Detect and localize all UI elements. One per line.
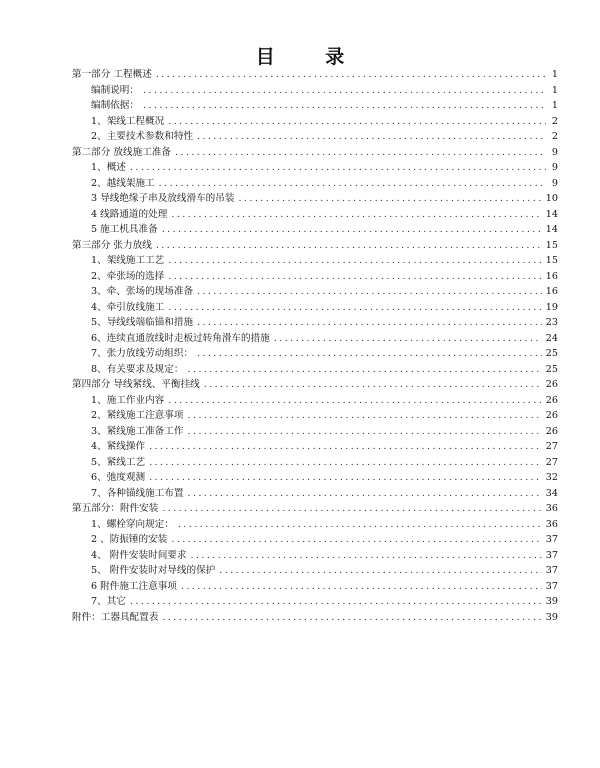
toc-page-number: 26 bbox=[545, 379, 558, 390]
dot-leader bbox=[162, 501, 541, 517]
toc-entry-label: 7、其它 bbox=[91, 596, 126, 607]
toc-subsection-entry[interactable] bbox=[72, 83, 558, 99]
toc-page-number: 25 bbox=[545, 348, 558, 359]
toc-page-number: 26 bbox=[545, 425, 558, 437]
dot-leader bbox=[197, 346, 542, 362]
toc-entry-label: 第二部分 放线施工准备 bbox=[72, 146, 171, 158]
toc-page-number: 27 bbox=[545, 456, 558, 468]
toc-subsection-entry[interactable] bbox=[72, 315, 558, 331]
toc-section-entry[interactable] bbox=[72, 501, 558, 517]
toc-subsection-entry[interactable] bbox=[72, 424, 558, 440]
toc-subsection-entry[interactable] bbox=[72, 517, 558, 533]
dot-leader bbox=[187, 424, 541, 440]
toc-page-number: 16 bbox=[545, 270, 558, 282]
toc-page-number: 14 bbox=[545, 208, 558, 220]
toc-page-number: 9 bbox=[551, 177, 558, 189]
toc-entry-label: 第一部分 工程概述 bbox=[72, 69, 152, 80]
toc-page-number: 36 bbox=[545, 503, 558, 514]
toc-entry-label: 6 附件施工注意事项 bbox=[91, 580, 177, 592]
toc-entry-label: 7、张力放线劳动组织： bbox=[91, 348, 194, 359]
toc-entry-label: 4、紧线操作 bbox=[91, 441, 146, 452]
dot-leader bbox=[168, 300, 542, 316]
toc-page-number: 9 bbox=[551, 162, 558, 173]
dot-leader bbox=[191, 548, 542, 564]
toc-subsection-entry[interactable] bbox=[72, 594, 558, 610]
dot-leader bbox=[187, 408, 541, 424]
toc-page-number: 16 bbox=[545, 286, 558, 297]
dot-leader bbox=[143, 98, 546, 114]
toc-entry-label: 编制说明： bbox=[91, 84, 139, 96]
toc-subsection-entry[interactable] bbox=[72, 300, 558, 316]
toc-entry-label: 5 施工机具准备 bbox=[91, 224, 158, 235]
toc-subsection-entry[interactable] bbox=[72, 408, 558, 424]
toc-subsection-entry[interactable] bbox=[72, 114, 558, 130]
toc-entry-label: 1、螺栓穿向规定： bbox=[91, 518, 174, 530]
toc-subsection-entry[interactable] bbox=[72, 486, 558, 502]
dot-leader bbox=[274, 331, 542, 347]
toc-section-entry[interactable] bbox=[72, 610, 558, 626]
toc-page-number: 39 bbox=[545, 596, 558, 607]
toc-page-number: 1 bbox=[551, 69, 558, 80]
toc-page-number: 23 bbox=[545, 317, 558, 328]
toc-page-number: 26 bbox=[545, 394, 558, 406]
toc-page-number: 25 bbox=[545, 363, 558, 375]
toc-subsection-entry[interactable] bbox=[72, 253, 558, 269]
dot-leader bbox=[159, 176, 546, 192]
toc-subsection-entry[interactable] bbox=[72, 129, 558, 145]
dot-leader bbox=[187, 362, 541, 378]
dot-leader bbox=[175, 145, 546, 161]
toc-subsection-entry[interactable] bbox=[72, 191, 558, 207]
toc-page-number: 36 bbox=[545, 518, 558, 530]
toc-page-number: 2 bbox=[551, 115, 558, 127]
toc-entry-label: 3、紧线施工准备工作 bbox=[91, 425, 184, 437]
toc-entry-label: 第四部分 导线紧线、平衡挂线 bbox=[72, 379, 200, 390]
dot-leader bbox=[130, 160, 546, 176]
toc-entry-label: 附件：工器具配置表 bbox=[72, 611, 159, 623]
toc-subsection-entry[interactable] bbox=[72, 346, 558, 362]
toc-page-number: 37 bbox=[545, 580, 558, 592]
dot-leader bbox=[171, 207, 541, 223]
toc-entry-label: 1、施工作业内容 bbox=[91, 394, 165, 406]
toc-entry-label: 2、牵张场的选择 bbox=[91, 270, 165, 282]
toc-subsection-entry[interactable] bbox=[72, 222, 558, 238]
toc-subsection-entry[interactable] bbox=[72, 532, 558, 548]
toc-page-number: 15 bbox=[545, 255, 558, 266]
toc-page-number: 24 bbox=[545, 332, 558, 344]
toc-entry-label: 第三部分 张力放线 bbox=[72, 239, 152, 251]
dot-leader bbox=[238, 191, 541, 207]
dot-leader bbox=[181, 579, 542, 595]
toc-section-entry[interactable] bbox=[72, 145, 558, 161]
toc-entry-label: 1、架线施工工艺 bbox=[91, 255, 165, 266]
toc-entry-label: 8、有关要求及规定： bbox=[91, 363, 184, 375]
dot-leader bbox=[178, 517, 542, 533]
dot-leader bbox=[143, 83, 546, 99]
toc-subsection-entry[interactable] bbox=[72, 455, 558, 471]
toc-entry-label: 5、 附件安装时对导线的保护 bbox=[91, 565, 216, 576]
dot-leader bbox=[156, 238, 542, 254]
toc-entry-label: 3、牵、张场的现场准备 bbox=[91, 286, 194, 297]
dot-leader bbox=[219, 563, 542, 579]
toc-entry-label: 1、概述 bbox=[91, 162, 126, 173]
dot-leader bbox=[197, 315, 542, 331]
toc-subsection-entry[interactable] bbox=[72, 331, 558, 347]
dot-leader bbox=[156, 67, 546, 83]
toc-page-number: 37 bbox=[545, 565, 558, 576]
toc-page-number: 15 bbox=[545, 239, 558, 251]
toc-page-number: 1 bbox=[551, 84, 558, 96]
toc-section-entry[interactable] bbox=[72, 238, 558, 254]
toc-subsection-entry[interactable] bbox=[72, 176, 558, 192]
toc-entry-label: 4 线路通道的处理 bbox=[91, 208, 168, 220]
toc-subsection-entry[interactable] bbox=[72, 548, 558, 564]
toc-subsection-entry[interactable] bbox=[72, 362, 558, 378]
toc-entry-label: 6、弛度观测 bbox=[91, 472, 146, 483]
dot-leader bbox=[197, 284, 542, 300]
dot-leader bbox=[197, 129, 546, 145]
dot-leader bbox=[149, 439, 542, 455]
toc-section-entry[interactable] bbox=[72, 377, 558, 393]
toc-section-entry[interactable] bbox=[72, 67, 558, 83]
toc-entry-label: 1、架线工程概况 bbox=[91, 115, 165, 127]
toc-page-number: 1 bbox=[551, 100, 558, 111]
dot-leader bbox=[168, 114, 546, 130]
toc-entry-label: 7、各种锚线施工布置 bbox=[91, 487, 184, 499]
toc-subsection-entry[interactable] bbox=[72, 98, 558, 114]
toc-subsection-entry[interactable] bbox=[72, 160, 558, 176]
toc-entry-label: 5、紧线工艺 bbox=[91, 456, 146, 468]
toc-page-number: 26 bbox=[545, 410, 558, 421]
toc-page-number: 37 bbox=[545, 534, 558, 545]
dot-leader bbox=[168, 253, 542, 269]
toc-entry-label: 6、连续直通放线时走板过转角滑车的措施 bbox=[91, 332, 270, 344]
dot-leader bbox=[162, 610, 541, 626]
toc-entry-label: 2、主要技术参数和特性 bbox=[91, 131, 194, 142]
toc-entry-label: 2 、防振锤的安装 bbox=[91, 534, 168, 545]
dot-leader bbox=[149, 470, 542, 486]
toc-page-number: 2 bbox=[551, 131, 558, 142]
toc-page-number: 34 bbox=[545, 487, 558, 499]
dot-leader bbox=[187, 486, 541, 502]
toc-entry-label: 3 导线绝缘子串及放线滑车的吊装 bbox=[91, 193, 235, 204]
toc-title: 目 录 bbox=[255, 46, 367, 68]
dot-leader bbox=[149, 455, 542, 471]
toc-entry-label: 4、 附件安装时间要求 bbox=[91, 549, 187, 561]
toc-subsection-entry[interactable] bbox=[72, 579, 558, 595]
toc-page-number: 9 bbox=[551, 146, 558, 158]
toc-subsection-entry[interactable] bbox=[72, 284, 558, 300]
dot-leader bbox=[168, 393, 542, 409]
toc-page-number: 37 bbox=[545, 549, 558, 561]
dot-leader bbox=[130, 594, 542, 610]
toc-page-number: 32 bbox=[545, 472, 558, 483]
toc-page-number: 27 bbox=[545, 441, 558, 452]
toc-entry-label: 2、紧线施工注意事项 bbox=[91, 410, 184, 421]
toc-entry-label: 2、越线架施工 bbox=[91, 177, 155, 189]
toc-subsection-entry[interactable] bbox=[72, 439, 558, 455]
toc-entry-label: 编制依据： bbox=[91, 100, 139, 111]
dot-leader bbox=[171, 532, 541, 548]
toc-entry-label: 5、导线线端临锚和措施 bbox=[91, 317, 194, 328]
toc-subsection-entry[interactable] bbox=[72, 269, 558, 285]
toc-subsection-entry[interactable] bbox=[72, 393, 558, 409]
toc-subsection-entry[interactable] bbox=[72, 563, 558, 579]
toc-page-number: 39 bbox=[545, 611, 558, 623]
toc-page-number: 14 bbox=[545, 224, 558, 235]
toc-entry-label: 4、牵引放线施工 bbox=[91, 301, 165, 313]
dot-leader bbox=[168, 269, 542, 285]
toc-entry-label: 第五部分：附件安装 bbox=[72, 503, 159, 514]
toc-page-number: 10 bbox=[545, 193, 558, 204]
toc-subsection-entry[interactable] bbox=[72, 207, 558, 223]
toc-page-number: 19 bbox=[545, 301, 558, 313]
dot-leader bbox=[204, 377, 542, 393]
toc-subsection-entry[interactable] bbox=[72, 470, 558, 486]
dot-leader bbox=[162, 222, 542, 238]
table-of-contents bbox=[72, 67, 558, 625]
